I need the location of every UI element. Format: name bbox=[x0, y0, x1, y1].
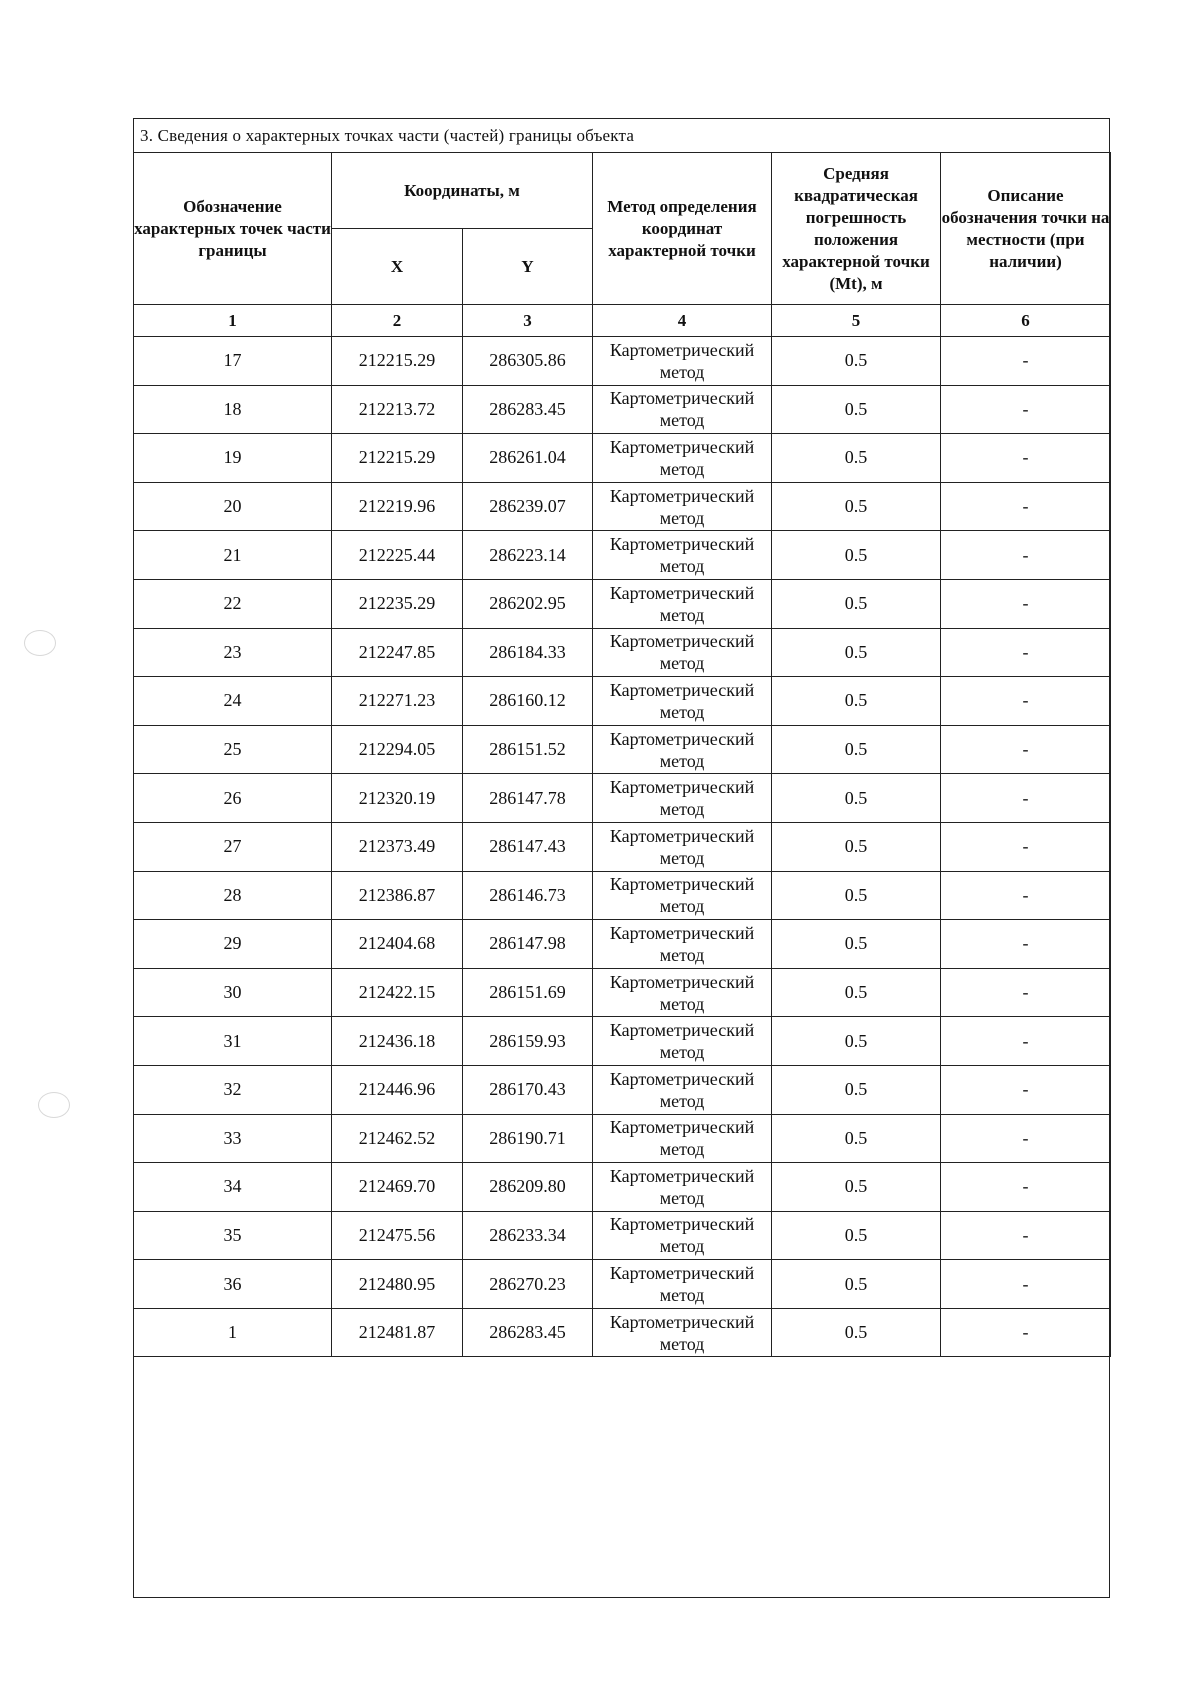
method-line: метод bbox=[659, 653, 705, 674]
header-x: X bbox=[332, 229, 463, 305]
column-number: 6 bbox=[941, 305, 1111, 337]
cell-method bbox=[593, 337, 772, 386]
cell-method bbox=[593, 920, 772, 969]
cell-method bbox=[593, 871, 772, 920]
method-line: метод bbox=[659, 896, 705, 917]
column-number: 3 bbox=[463, 305, 593, 337]
cell-accuracy: 0.5 bbox=[772, 677, 941, 726]
cell-y-coordinate: 286283.45 bbox=[463, 1308, 593, 1357]
cell-point-number: 22 bbox=[134, 579, 332, 628]
cell-description: - bbox=[941, 774, 1111, 823]
method-line: Картометрический bbox=[609, 728, 755, 749]
method-line: метод bbox=[659, 1090, 705, 1111]
table-row bbox=[134, 434, 1111, 483]
method-line: метод bbox=[659, 993, 705, 1014]
table-row bbox=[134, 531, 1111, 580]
cell-x-coordinate: 212462.52 bbox=[332, 1114, 463, 1163]
method-line: метод bbox=[659, 556, 705, 577]
cell-x-coordinate: 212481.87 bbox=[332, 1308, 463, 1357]
method-line: Картометрический bbox=[609, 922, 755, 943]
method-line: Картометрический bbox=[609, 631, 755, 652]
cell-method bbox=[593, 434, 772, 483]
cell-description: - bbox=[941, 677, 1111, 726]
cell-point-number: 28 bbox=[134, 871, 332, 920]
cell-x-coordinate: 212294.05 bbox=[332, 725, 463, 774]
method-line: Картометрический bbox=[609, 485, 755, 506]
method-line: метод bbox=[659, 847, 705, 868]
cell-y-coordinate: 286239.07 bbox=[463, 482, 593, 531]
cell-method bbox=[593, 1114, 772, 1163]
table-row bbox=[134, 1114, 1111, 1163]
cell-y-coordinate: 286147.98 bbox=[463, 920, 593, 969]
cell-description: - bbox=[941, 1065, 1111, 1114]
method-line: метод bbox=[659, 507, 705, 528]
method-line: метод bbox=[659, 458, 705, 479]
cell-accuracy: 0.5 bbox=[772, 385, 941, 434]
header-coordinates: Координаты, м bbox=[332, 153, 593, 229]
cell-description: - bbox=[941, 1308, 1111, 1357]
cell-accuracy: 0.5 bbox=[772, 1211, 941, 1260]
cell-method bbox=[593, 1017, 772, 1066]
cell-x-coordinate: 212247.85 bbox=[332, 628, 463, 677]
cell-accuracy: 0.5 bbox=[772, 920, 941, 969]
binder-hole-mark bbox=[38, 1092, 70, 1118]
table-row bbox=[134, 1163, 1111, 1212]
cell-description: - bbox=[941, 1260, 1111, 1309]
cell-x-coordinate: 212320.19 bbox=[332, 774, 463, 823]
cell-y-coordinate: 286147.43 bbox=[463, 822, 593, 871]
cell-point-number: 17 bbox=[134, 337, 332, 386]
cell-accuracy: 0.5 bbox=[772, 482, 941, 531]
cell-description: - bbox=[941, 1114, 1111, 1163]
section-frame bbox=[133, 118, 1110, 1598]
cell-accuracy: 0.5 bbox=[772, 725, 941, 774]
method-line: Картометрический bbox=[609, 971, 755, 992]
characteristic-points-table bbox=[133, 152, 1111, 1357]
cell-description: - bbox=[941, 968, 1111, 1017]
method-line: Картометрический bbox=[609, 679, 755, 700]
cell-description: - bbox=[941, 434, 1111, 483]
method-line: Картометрический bbox=[609, 1117, 755, 1138]
table-row bbox=[134, 968, 1111, 1017]
cell-point-number: 19 bbox=[134, 434, 332, 483]
cell-point-number: 31 bbox=[134, 1017, 332, 1066]
cell-description: - bbox=[941, 385, 1111, 434]
method-line: Картометрический bbox=[609, 582, 755, 603]
cell-accuracy: 0.5 bbox=[772, 968, 941, 1017]
cell-y-coordinate: 286233.34 bbox=[463, 1211, 593, 1260]
cell-accuracy: 0.5 bbox=[772, 822, 941, 871]
cell-y-coordinate: 286209.80 bbox=[463, 1163, 593, 1212]
cell-accuracy: 0.5 bbox=[772, 434, 941, 483]
cell-y-coordinate: 286151.52 bbox=[463, 725, 593, 774]
cell-accuracy: 0.5 bbox=[772, 1163, 941, 1212]
table-row bbox=[134, 1017, 1111, 1066]
points-table-body bbox=[134, 337, 1111, 1357]
table-row bbox=[134, 920, 1111, 969]
table-row bbox=[134, 628, 1111, 677]
cell-y-coordinate: 286202.95 bbox=[463, 579, 593, 628]
cell-point-number: 27 bbox=[134, 822, 332, 871]
cell-x-coordinate: 212475.56 bbox=[332, 1211, 463, 1260]
method-line: метод bbox=[659, 1285, 705, 1306]
cell-y-coordinate: 286147.78 bbox=[463, 774, 593, 823]
cell-method bbox=[593, 1308, 772, 1357]
cell-description: - bbox=[941, 1017, 1111, 1066]
cell-method bbox=[593, 1211, 772, 1260]
cell-y-coordinate: 286223.14 bbox=[463, 531, 593, 580]
table-row bbox=[134, 774, 1111, 823]
cell-point-number: 30 bbox=[134, 968, 332, 1017]
cell-x-coordinate: 212213.72 bbox=[332, 385, 463, 434]
cell-point-number: 21 bbox=[134, 531, 332, 580]
column-number: 1 bbox=[134, 305, 332, 337]
cell-x-coordinate: 212215.29 bbox=[332, 337, 463, 386]
method-line: метод bbox=[659, 1236, 705, 1257]
header-point-designation: Обозначение характерных точек части границы bbox=[134, 153, 332, 305]
method-line: Картометрический bbox=[609, 874, 755, 895]
cell-description: - bbox=[941, 628, 1111, 677]
method-line: метод bbox=[659, 750, 705, 771]
cell-y-coordinate: 286151.69 bbox=[463, 968, 593, 1017]
cell-description: - bbox=[941, 822, 1111, 871]
section-title: 3. Сведения о характерных точках части (частей) границы объекта bbox=[134, 119, 1109, 153]
table-row bbox=[134, 822, 1111, 871]
cell-x-coordinate: 212225.44 bbox=[332, 531, 463, 580]
cell-point-number: 33 bbox=[134, 1114, 332, 1163]
table-row bbox=[134, 337, 1111, 386]
column-number: 5 bbox=[772, 305, 941, 337]
cell-point-number: 35 bbox=[134, 1211, 332, 1260]
method-line: метод bbox=[659, 944, 705, 965]
cell-point-number: 18 bbox=[134, 385, 332, 434]
cell-description: - bbox=[941, 482, 1111, 531]
header-description: Описание обозначения точки на местности (при наличии) bbox=[941, 153, 1111, 305]
cell-accuracy: 0.5 bbox=[772, 1017, 941, 1066]
cell-y-coordinate: 286305.86 bbox=[463, 337, 593, 386]
column-number-row bbox=[134, 305, 1111, 337]
method-line: Картометрический bbox=[609, 1214, 755, 1235]
cell-accuracy: 0.5 bbox=[772, 531, 941, 580]
method-line: метод bbox=[659, 604, 705, 625]
cell-accuracy: 0.5 bbox=[772, 337, 941, 386]
table-row bbox=[134, 871, 1111, 920]
cell-method bbox=[593, 1163, 772, 1212]
cell-point-number: 23 bbox=[134, 628, 332, 677]
method-line: Картометрический bbox=[609, 1311, 755, 1332]
header-method: Метод определения координат характерной точки bbox=[593, 153, 772, 305]
cell-y-coordinate: 286283.45 bbox=[463, 385, 593, 434]
cell-y-coordinate: 286159.93 bbox=[463, 1017, 593, 1066]
method-line: Картометрический bbox=[609, 1020, 755, 1041]
cell-x-coordinate: 212404.68 bbox=[332, 920, 463, 969]
column-number: 4 bbox=[593, 305, 772, 337]
method-line: метод bbox=[659, 1042, 705, 1063]
cell-method bbox=[593, 1260, 772, 1309]
table-row bbox=[134, 385, 1111, 434]
table-row bbox=[134, 579, 1111, 628]
method-line: Картометрический bbox=[609, 825, 755, 846]
cell-description: - bbox=[941, 531, 1111, 580]
method-line: метод bbox=[659, 1187, 705, 1208]
header-y: Y bbox=[463, 229, 593, 305]
cell-point-number: 20 bbox=[134, 482, 332, 531]
cell-method bbox=[593, 968, 772, 1017]
cell-method bbox=[593, 531, 772, 580]
cell-x-coordinate: 212436.18 bbox=[332, 1017, 463, 1066]
cell-accuracy: 0.5 bbox=[772, 774, 941, 823]
cell-accuracy: 0.5 bbox=[772, 579, 941, 628]
cell-description: - bbox=[941, 725, 1111, 774]
table-row bbox=[134, 677, 1111, 726]
cell-method bbox=[593, 628, 772, 677]
header-accuracy: Средняя квадратическая погрешность положения характерной точки (Mt), м bbox=[772, 153, 941, 305]
method-line: Картометрический bbox=[609, 534, 755, 555]
table-row bbox=[134, 1308, 1111, 1357]
cell-description: - bbox=[941, 1163, 1111, 1212]
method-line: Картометрический bbox=[609, 1068, 755, 1089]
cell-method bbox=[593, 579, 772, 628]
blank-area bbox=[134, 1369, 1109, 1597]
table-row bbox=[134, 482, 1111, 531]
cell-y-coordinate: 286261.04 bbox=[463, 434, 593, 483]
table-row bbox=[134, 1260, 1111, 1309]
cell-y-coordinate: 286190.71 bbox=[463, 1114, 593, 1163]
cell-method bbox=[593, 482, 772, 531]
method-line: Картометрический bbox=[609, 1263, 755, 1284]
cell-method bbox=[593, 725, 772, 774]
method-line: метод bbox=[659, 1139, 705, 1160]
cell-x-coordinate: 212373.49 bbox=[332, 822, 463, 871]
table-row bbox=[134, 1211, 1111, 1260]
cell-point-number: 32 bbox=[134, 1065, 332, 1114]
cell-point-number: 26 bbox=[134, 774, 332, 823]
method-line: метод bbox=[659, 361, 705, 382]
cell-method bbox=[593, 774, 772, 823]
cell-point-number: 24 bbox=[134, 677, 332, 726]
cell-y-coordinate: 286160.12 bbox=[463, 677, 593, 726]
cell-accuracy: 0.5 bbox=[772, 1308, 941, 1357]
cell-y-coordinate: 286170.43 bbox=[463, 1065, 593, 1114]
column-number: 2 bbox=[332, 305, 463, 337]
cell-accuracy: 0.5 bbox=[772, 871, 941, 920]
table-row bbox=[134, 1065, 1111, 1114]
cell-method bbox=[593, 822, 772, 871]
binder-hole-mark bbox=[24, 630, 56, 656]
method-line: Картометрический bbox=[609, 777, 755, 798]
cell-description: - bbox=[941, 579, 1111, 628]
cell-point-number: 25 bbox=[134, 725, 332, 774]
cell-method bbox=[593, 385, 772, 434]
cell-x-coordinate: 212271.23 bbox=[332, 677, 463, 726]
method-line: Картометрический bbox=[609, 339, 755, 360]
cell-y-coordinate: 286184.33 bbox=[463, 628, 593, 677]
cell-point-number: 36 bbox=[134, 1260, 332, 1309]
method-line: метод bbox=[659, 1333, 705, 1354]
cell-accuracy: 0.5 bbox=[772, 1065, 941, 1114]
method-line: Картометрический bbox=[609, 388, 755, 409]
cell-x-coordinate: 212422.15 bbox=[332, 968, 463, 1017]
cell-x-coordinate: 212469.70 bbox=[332, 1163, 463, 1212]
cell-description: - bbox=[941, 920, 1111, 969]
cell-x-coordinate: 212446.96 bbox=[332, 1065, 463, 1114]
cell-x-coordinate: 212480.95 bbox=[332, 1260, 463, 1309]
cell-description: - bbox=[941, 1211, 1111, 1260]
cell-point-number: 34 bbox=[134, 1163, 332, 1212]
method-line: Картометрический bbox=[609, 1165, 755, 1186]
cell-method bbox=[593, 677, 772, 726]
method-line: метод bbox=[659, 701, 705, 722]
cell-accuracy: 0.5 bbox=[772, 1260, 941, 1309]
cell-accuracy: 0.5 bbox=[772, 628, 941, 677]
cell-y-coordinate: 286270.23 bbox=[463, 1260, 593, 1309]
cell-description: - bbox=[941, 337, 1111, 386]
cell-method bbox=[593, 1065, 772, 1114]
method-line: метод bbox=[659, 799, 705, 820]
cell-point-number: 29 bbox=[134, 920, 332, 969]
table-row bbox=[134, 725, 1111, 774]
cell-description: - bbox=[941, 871, 1111, 920]
cell-x-coordinate: 212215.29 bbox=[332, 434, 463, 483]
method-line: Картометрический bbox=[609, 436, 755, 457]
cell-point-number: 1 bbox=[134, 1308, 332, 1357]
cell-x-coordinate: 212386.87 bbox=[332, 871, 463, 920]
cell-accuracy: 0.5 bbox=[772, 1114, 941, 1163]
cell-x-coordinate: 212219.96 bbox=[332, 482, 463, 531]
cell-y-coordinate: 286146.73 bbox=[463, 871, 593, 920]
method-line: метод bbox=[659, 410, 705, 431]
cell-x-coordinate: 212235.29 bbox=[332, 579, 463, 628]
